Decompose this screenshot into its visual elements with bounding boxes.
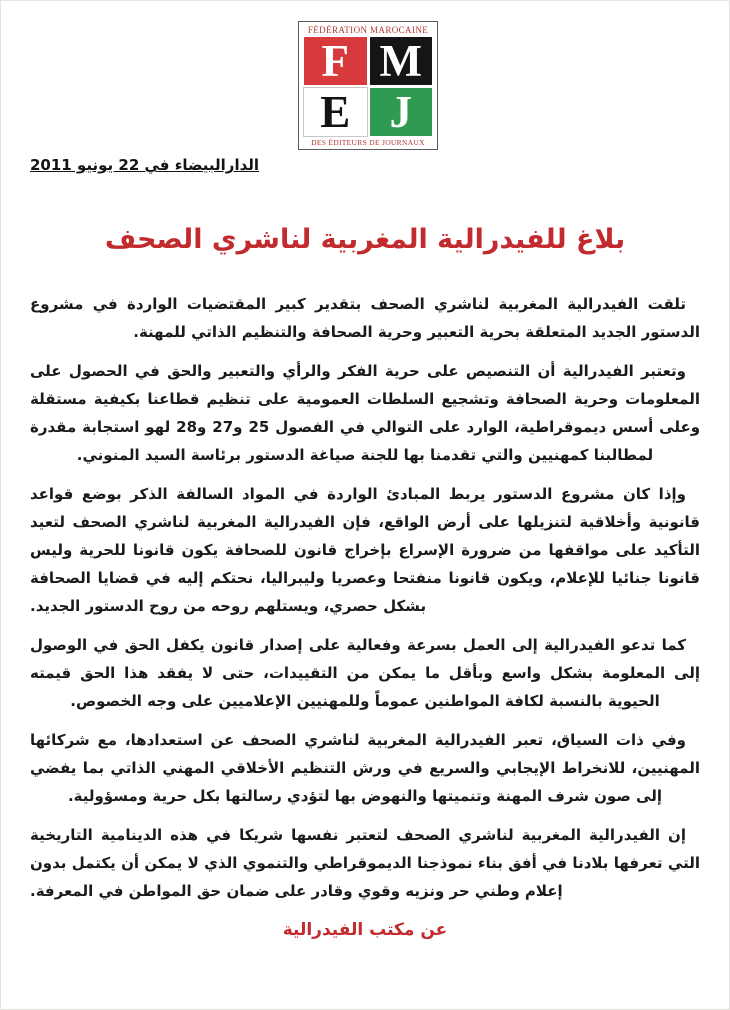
paragraph-6: إن الفيدرالية المغربية لناشري الصحف لتعتبر نفسها شريكا في هذه الدينامية التاريخية التي تعرفها بلادنا في أفق بناء نموذجنا الديموقراطي والتنموي الذي لا يمكن أن يكتمل بدون إعلام وطني حر ونزيه وقوي وقادر على ضمان حق المواطن في المعرفة. <box>30 826 700 900</box>
signature-line: عن مكتب الفيدرالية <box>282 920 448 940</box>
paragraph-4: كما تدعو الفيدرالية إلى العمل بسرعة وفعالية على إصدار قانون يكفل الحق في الوصول إلى المعلومة بشكل واسع وبأقل ما يمكن من التقييدات، حتى لا يفقد هذا الحق قيمته الحيوية بالنسبة لكافة المواطنين عموماً وللمهنيين الإعلاميين على وجه الخصوص. <box>30 636 700 710</box>
paragraph-3: وإذا كان مشروع الدستور يربط المبادئ الواردة في المواد السالفة الذكر بوضع قواعد قانونية وأخلاقية لتنزيلها على أرض الواقع، فإن الفيدرالية المغربية لناشري الصحف لتعيد التأكيد على مواقفها من ضرورة الإسراع بإخراج قانون للصحافة يكون قانونا للحرية وليس قانونا جنائيا للإعلام، ويكون قانونا منفتحا وعصريا وليبراليا، نحتكم إليه في قضايا الصحافة بشكل حصري، ويستلهم روحه من روح الدستور الجديد. <box>30 485 700 615</box>
press-release-title: بلاغ للفيدرالية المغربية لناشري الصحف <box>104 224 626 255</box>
logo-bottom-caption: DES ÉDITEURS DE JOURNAUX <box>311 138 425 147</box>
press-release-body <box>30 290 700 944</box>
logo-letter-f: F <box>304 37 367 85</box>
dateline: الدارالبيضاء في 22 يونيو 2011 <box>30 156 260 174</box>
logo-letter-m: M <box>370 37 433 85</box>
paragraph-1: تلقت الفيدرالية المغربية لناشري الصحف بتقدير كبير المقتضيات الواردة في مشروع الدستور الجديد المتعلقة بحرية التعبير وحرية الصحافة والتنظيم الذاتي للمهنة. <box>30 295 700 341</box>
logo-letter-e: E <box>304 88 367 136</box>
paragraph-2: وتعتبر الفيدرالية أن التنصيص على حرية الفكر والرأي والتعبير والحق في الحصول على المعلومات وحرية الصحافة وتشجيع السلطات العمومية على تنظيم قطاعنا بكيفية مستقلة وعلى أسس ديموقراطية، الوارد على التوالي في الفصول 25 و27 و28 لهو استجابة مقدرة لمطالبنا كمهنيين والتي تقدمنا بها للجنة صياغة الدستور برئاسة السيد المنوني. <box>30 362 701 464</box>
logo-letter-grid <box>304 37 432 136</box>
logo-top-caption: FÉDÉRATION MAROCAINE <box>307 25 429 35</box>
logo-letter-j: J <box>370 88 433 136</box>
fmej-logo <box>298 21 438 150</box>
paragraph-5: وفي ذات السياق، تعبر الفيدرالية المغربية لناشري الصحف عن استعدادها، مع شركائها المهنيين، للانخراط الإيجابي والسريع في ورش التنظيم الأخلاقي المهني الذاتي بما يفضي إلى صون شرف المهنة وتنميتها والنهوض بها لتؤدي رسالتها بكل حرية ومسؤولية. <box>30 731 700 805</box>
